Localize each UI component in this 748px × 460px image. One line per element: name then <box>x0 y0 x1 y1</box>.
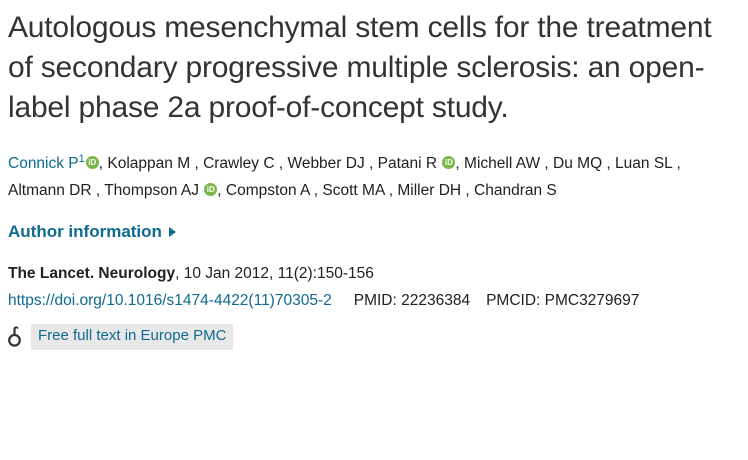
author-separator: , <box>461 181 475 199</box>
author-item[interactable] <box>322 182 384 199</box>
author-separator: , <box>98 154 108 172</box>
author-information-label: Author information <box>8 222 162 242</box>
author-item[interactable] <box>104 182 217 199</box>
author-affiliation-marker[interactable]: 1 <box>78 152 85 165</box>
author-separator: , <box>274 154 288 172</box>
author-separator: , <box>540 154 554 172</box>
free-full-text-row <box>8 324 740 350</box>
orcid-icon[interactable] <box>442 156 455 169</box>
pmid-label: PMID: 22236384 <box>353 292 471 310</box>
identifier-row <box>8 289 740 314</box>
author-item[interactable] <box>615 155 672 172</box>
author-item[interactable] <box>378 155 456 172</box>
free-full-text-link[interactable]: Free full text in Europe PMC <box>31 324 233 350</box>
author-name: Michell AW <box>464 154 541 172</box>
author-name: Patani R <box>377 154 438 172</box>
author-item[interactable] <box>226 182 310 199</box>
pmcid-label: PMCID: PMC3279697 <box>486 292 640 310</box>
author-item[interactable] <box>203 155 274 172</box>
author-item[interactable] <box>8 152 99 172</box>
author-item[interactable] <box>287 155 364 172</box>
chevron-right-icon <box>169 227 176 237</box>
author-name: Du MQ <box>553 154 603 172</box>
author-name: Miller DH <box>397 181 462 199</box>
author-separator: , <box>384 181 398 199</box>
author-item[interactable] <box>474 182 557 199</box>
author-information-toggle[interactable] <box>8 222 176 242</box>
orcid-icon[interactable] <box>204 183 217 196</box>
author-name: Altmann DR <box>8 181 92 199</box>
author-list <box>8 150 740 204</box>
author-item[interactable] <box>8 182 92 199</box>
author-name: Webber DJ <box>287 154 365 172</box>
author-item[interactable] <box>553 155 602 172</box>
author-name: Thompson AJ <box>104 181 199 199</box>
author-separator: , <box>602 154 616 172</box>
author-separator: , <box>672 154 681 172</box>
author-name: Compston A <box>225 181 310 199</box>
doi-link[interactable]: https://doi.org/10.1016/s1474-4422(11)70305-2 <box>8 292 332 310</box>
author-separator: , <box>364 154 378 172</box>
author-name: Crawley C <box>203 154 275 172</box>
author-separator: , <box>309 181 323 199</box>
orcid-icon[interactable] <box>86 156 99 169</box>
author-name: Kolappan M <box>107 154 191 172</box>
open-access-lock-icon <box>8 326 24 348</box>
author-name: Scott MA <box>322 181 385 199</box>
author-separator: , <box>217 181 226 199</box>
author-item[interactable] <box>107 155 190 172</box>
author-name: Luan SL <box>615 154 673 172</box>
author-item[interactable] <box>464 155 540 172</box>
author-separator: , <box>91 181 105 199</box>
journal-name: The Lancet. Neurology <box>8 265 176 283</box>
author-separator: , <box>455 154 465 172</box>
author-item[interactable] <box>397 182 461 199</box>
author-separator: , <box>190 154 204 172</box>
journal-citation <box>8 262 740 285</box>
journal-citation-detail: , 10 Jan 2012, 11(2):150-156 <box>175 265 374 283</box>
author-link[interactable]: Connick P <box>8 154 79 172</box>
page-title: Autologous mesenchymal stem cells for the treatment of secondary progressive multiple sclerosis: an open-label phase 2a proof-of-concept study. <box>8 11 712 124</box>
author-name: Chandran S <box>474 181 557 199</box>
